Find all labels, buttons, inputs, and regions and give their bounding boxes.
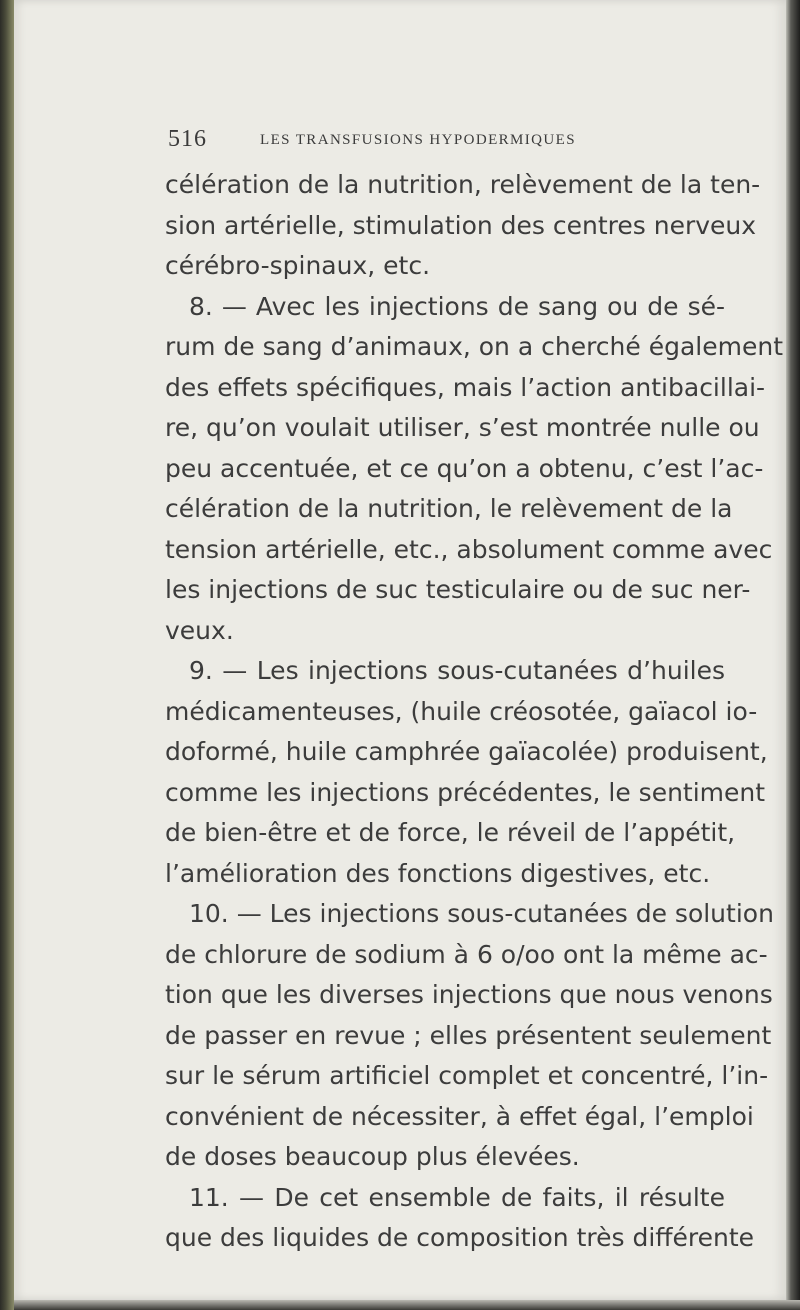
text-line: peu accentuée, et ce qu’on a obtenu, c’est l’ac- <box>165 453 764 483</box>
text-line: sion artérielle, stimulation des centres nerveux <box>165 210 757 240</box>
paragraph-11-start: 11. — De cet ensemble de faits, il résulte <box>189 1182 725 1212</box>
text-line: tion que les diverses injections que nous venons <box>165 980 773 1009</box>
paragraph-8-start: 8. — Avec les injections de sang ou de sé- <box>189 291 725 321</box>
running-head-title: LES TRANSFUSIONS HYPODERMIQUES <box>260 132 576 148</box>
text-line: célération de la nutrition, relèvement de la ten- <box>165 170 761 199</box>
body-text <box>165 165 784 1259</box>
text-line: re, qu’on voulait utiliser, s’est montrée nulle ou <box>165 413 760 442</box>
text-line: les injections de suc testiculaire ou de suc ner- <box>165 575 751 604</box>
text-line: médicamenteuses, (huile créosotée, gaïacol io- <box>165 696 758 726</box>
page-right-edge <box>786 0 800 1310</box>
book-binding-edge <box>0 0 14 1310</box>
text-line: que des liquides de composition très différente <box>165 1223 755 1252</box>
paragraph-9-start: 9. — Les injections sous-cutanées d’huiles <box>189 656 725 685</box>
text-line: de chlorure de sodium à 6 o/oo ont la même ac- <box>165 939 768 969</box>
page-number: 516 <box>168 126 207 152</box>
page-bottom-edge <box>14 1300 800 1310</box>
text-line: doformé, huile camphrée gaïacolée) produisent, <box>165 737 768 766</box>
text-line: tension artérielle, etc., absolument comme avec <box>165 534 773 564</box>
text-line: de doses beaucoup plus élevées. <box>165 1142 580 1171</box>
text-line: comme les injections précédentes, le sentiment <box>165 777 766 807</box>
text-line: l’amélioration des fonctions digestives, etc. <box>165 858 711 888</box>
text-line: cérébro-spinaux, etc. <box>165 251 431 280</box>
running-head <box>168 126 728 152</box>
paragraph-10-start: 10. — Les injections sous-cutanées de solution <box>189 899 774 928</box>
text-line: sur le sérum artificiel complet et concentré, l’in- <box>165 1061 769 1090</box>
text-line: de passer en revue ; elles présentent seulement <box>165 1020 772 1050</box>
text-line: veux. <box>165 615 234 645</box>
text-line: rum de sang d’animaux, on a cherché également <box>165 332 784 361</box>
text-line: convénient de nécessiter, à effet égal, l’emploi <box>165 1101 754 1131</box>
text-line: de bien-être et de force, le réveil de l’appétit, <box>165 818 736 847</box>
text-line: des effets spécifiques, mais l’action antibacillai- <box>165 372 766 402</box>
text-line: célération de la nutrition, le relèvement de la <box>165 494 733 523</box>
